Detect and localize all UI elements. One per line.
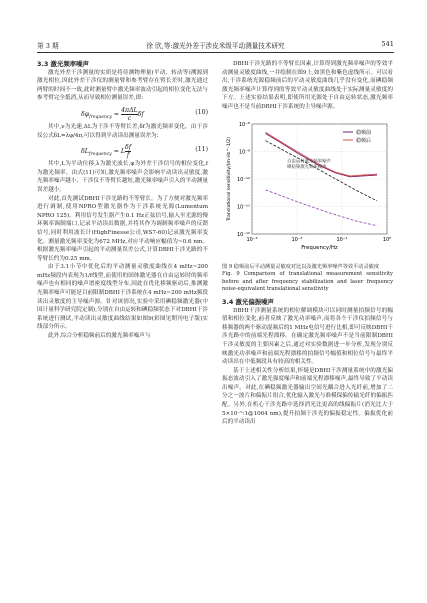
header-rule — [37, 52, 394, 53]
equation-number: (11) — [195, 146, 208, 154]
figure-caption-en: Fig. 9 Comparison of translational measurement sensitivity before and after frequency stabilization and laser frequency noise-equivalent translational sensitivity — [222, 271, 393, 293]
section-title-3-3: 3.3 激光频率噪声 — [37, 60, 89, 68]
x-tick-label: 10⁻¹ — [336, 236, 348, 243]
right-column — [222, 60, 393, 427]
figure-caption-cn: 图 9 稳频前后平动测量灵敏度对比以及激光频率噪声等效平动灵敏度 — [222, 263, 380, 270]
paragraph: 由于3.1小节中优化后的平动测量灵敏度曲线在4 mHz~200 mHz频段内表现为1/f线型,而使用的固体激光器在自由运转时的频率噪声也有相同的噪声谱密度线型分布,因此在优化移频驱动后,推测激光频率噪声可能是目前限制DBHI干涉系统在4 mHz~200 mHz频段读出灵敏度的主导噪声源。针对该情况,实验中采用碘稳频激光器(中国计量科学研究院定制),分别在自由运转和碘稳频状态下对DBHI干涉系统进行测试,平动读出灵敏度曲线结果如图9(彩图见期刊电子版)实线部分所示。 — [37, 264, 208, 331]
issue-number: 第 3 期 — [37, 42, 59, 50]
chart-annotation: 碘稳频激光频率噪声 — [287, 164, 327, 170]
sensitivity-chart — [222, 116, 393, 262]
x-axis-label: Frequency/Hz — [301, 244, 338, 251]
y-tick-label: 10⁻¹⁰ — [236, 176, 250, 183]
paragraph: DBHI干涉光路的不等臂长因素,计算得到激光频率噪声的等效平动测量灵敏度曲线,一并绘制在图9上,如黑色和紫色虚线所示。可以看出,干涉系统光源稳频前后的平动灵敏度曲线几乎没有变化,而碘稳频激光频率噪声计算得到的等效平动灵敏度曲线处于实际测量灵敏度的下方。上述实验结果表明,即使所用光源处于自由运转状态,激光频率噪声也不是当前DBHI干涉系统的主导噪声源。 — [222, 61, 393, 110]
equation-10 — [37, 103, 208, 123]
equation-body: $\delta\varphi_{frequency}$ = 4πΔL c δf — [81, 106, 144, 122]
paragraph: 其中,L为平动位移,λ为激光波长,φ为外差干涉信号的相位变化,f为激光频率。由式(11)可知,激光频率噪声会影响平动读出灵敏度,激光频率噪声越小、干涉仪不等臂长越短,激光频率噪声引入的平动测量误差越小。 — [37, 161, 208, 193]
x-tick-label: 10⁻² — [291, 236, 303, 243]
paragraph: 基于上述相关性分析结果,怀疑是DBHI干涉测量系统中的激光偏振态波动引入了激光强度噪声和前端光程漂移噪声,最终导致了平动读出噪声。对此,在碘稳频激光器输出空间光耦合进入光纤前,增加了二分之一波片和偏振片组合,优化输入激光与准模保偏传输光纤的偏振匹配。另外,在机心干涉光路中选择消光比更高的线偏振片(消光比大于5×10⁻⁵:1@1064 nm),提升拍频干涉光的偏振稳定性。偏振优化前后的平动读出 — [222, 367, 393, 426]
chart-annotation: 自由运转激光频率噪声 — [287, 159, 331, 165]
legend-label: 稳频前 — [356, 129, 372, 136]
figure-9 — [222, 116, 393, 262]
x-tick-label: 10⁻³ — [246, 236, 258, 243]
paragraph: 对此,首先测试DBHI干涉光路的不等臂长。为了方便对激光频率进行调制,使用NPRO型激光器作为干涉系统光源(Lumentum NPRO 125)。利用信号发生器产生0.1 Hz正弦信号,输入至光源的慢环频率调制端口,记录平动读出数据,并将其作为调制频率噪声的反馈信号,同时利用波长计(HighFinesse公司,WS7-60)记录激光频率变化。测量激光频率变化为672 MHz,对应平动响应幅值为~0.6 nm。根据激光频率噪声引起的平动测量误差公式,计算DBHI干涉光路的不等臂长约为0.25 mm。 — [37, 195, 208, 262]
y-tick-label: 10⁻⁹ — [238, 149, 250, 156]
paragraph: DBHI干涉测量系统的相位解调模块可以同时测量拍频信号的幅值和相位变化,前者反映了激光功率噪声,而将各个干涉仪拍频信号与移频器的两个驱动混频后的1 MHz电信号进行比相,即可反映DBHI干涉光路中的前端光程漂移。在确定激光频率噪声不是当前限制DBHI干涉灵敏度的主要因素之后,通过对实验数据进一步分析,发现分别反映激光功率噪声和前端光程漂移的拍频信号幅值和相位信号与最终平动读出在中低频段具有较高的相关性。 — [222, 307, 393, 366]
paragraph: 其中,ν为光速,ΔL为干涉不等臂长差,δf为激光频率变化。由于涉仪公式δL=λφ/4π,可以得到平动读出测量误差为: — [37, 123, 208, 139]
running-title: 徐 欣,等:激光外差干涉皮米级平动测量技术研究 — [146, 42, 285, 50]
equation-11 — [37, 140, 208, 160]
y-tick-label: 10⁻⁸ — [238, 121, 250, 128]
paragraph: 激光外差干涉测量的实质是将待测物理量(平动、转动等)溯源到激光相位,因此外差干涉仪的测量臂和参考臂存在臂长差时,激光通过两臂的时间不一致,此时测量臂中激光频率波动引起的相位变化无法与参考臂完全抵消,从而导致相位测量误差,即: — [37, 69, 208, 102]
x-tick-label: 10⁰ — [382, 236, 392, 243]
equation-body: $\delta L_{frequency} = L$ $\frac{\delta f}{f}$ — [81, 144, 131, 160]
y-tick-label: 10⁻¹² — [236, 231, 250, 238]
left-column — [37, 60, 208, 341]
legend-label: 稳频后 — [356, 137, 372, 144]
equation-number: (10) — [195, 108, 208, 116]
section-title-3-4: 3.4 激光偏振噪声 — [222, 297, 274, 306]
paragraph: 此外,综合分析稳频前后的激光频率噪声与 — [48, 333, 151, 340]
y-tick-label: 10⁻¹¹ — [236, 204, 250, 211]
y-axis-label: Translational sensitivity/(m·Hz^-1/2) — [227, 136, 232, 221]
page-number: 541 — [381, 40, 394, 48]
page-header — [37, 40, 394, 52]
